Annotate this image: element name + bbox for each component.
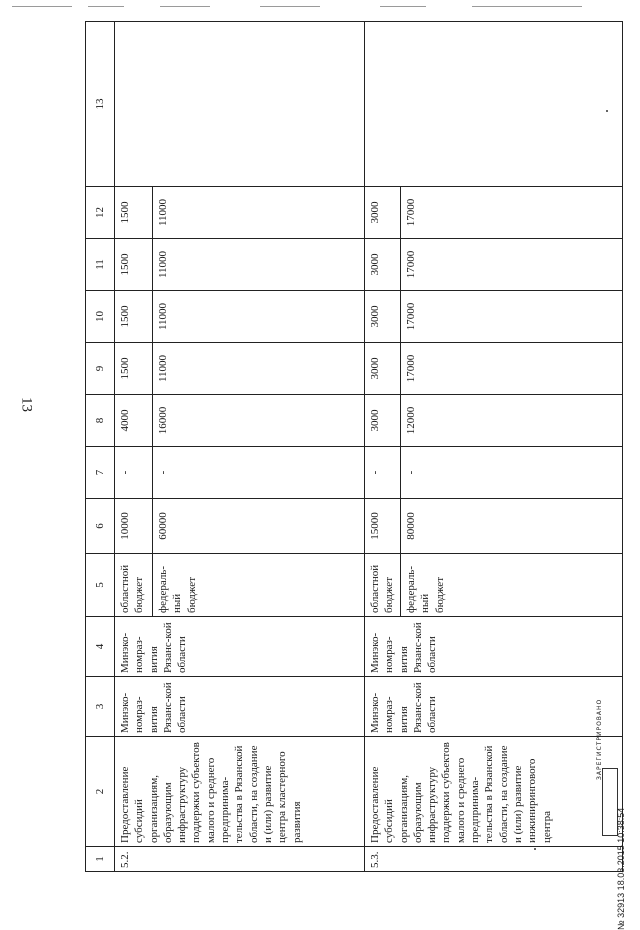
column-header: 10: [86, 291, 115, 343]
executor: Минэко-номраз-вития Рязанс-кой области: [115, 617, 365, 677]
scan-edge-line: [12, 6, 72, 7]
event-description: Предоставление субсидий организациям, образующим инфраструктуру поддержки субъектов малого и среднего предпринима-тельства в Рязанской области, на создание и (или) развитие центра кластерного развития: [115, 737, 365, 847]
column-header: 12: [86, 187, 115, 239]
rotated-table-container: [85, 22, 625, 872]
stamp-logo-text: ЗАРЕГИСТРИРОВАНО: [596, 698, 603, 780]
column-header: 5: [86, 554, 115, 617]
value-cell: 16000: [153, 395, 365, 447]
column-header: 2: [86, 737, 115, 847]
column-number-row: [86, 22, 115, 872]
event-description: Предоставление субсидий организациям, образующим инфраструктуру поддержки субъектов малого и среднего предпринима-тельства в Рязанской области, на создание и (или) развитие инжинирингового центра: [365, 737, 623, 847]
value-cell: 17000: [401, 343, 623, 395]
value-cell: 80000: [401, 499, 623, 554]
funding-source: областной бюджет: [365, 554, 401, 617]
value-cell: 1500: [115, 239, 153, 291]
value-cell: 17000: [401, 187, 623, 239]
column-header: 6: [86, 499, 115, 554]
value-cell: 60000: [153, 499, 365, 554]
column-header: 7: [86, 447, 115, 499]
value-cell: 17000: [401, 239, 623, 291]
value-cell: 11000: [153, 187, 365, 239]
table-row: [115, 22, 153, 872]
value-cell: -: [153, 447, 365, 499]
registration-stamp: [596, 698, 626, 930]
value-cell: 12000: [401, 395, 623, 447]
row-number: 5.2.: [115, 847, 365, 872]
budget-table: [85, 21, 623, 872]
value-cell: 10000: [115, 499, 153, 554]
column-header: 1: [86, 847, 115, 872]
expected-result: [115, 22, 365, 187]
column-header: 13: [86, 22, 115, 187]
expected-result: [365, 22, 623, 187]
value-cell: 4000: [115, 395, 153, 447]
value-cell: 17000: [401, 291, 623, 343]
value-cell: 3000: [365, 187, 401, 239]
funding-source: областной бюджет: [115, 554, 153, 617]
row-number: 5.3.: [365, 847, 623, 872]
scan-edge-line: [88, 6, 124, 7]
value-cell: 1500: [115, 187, 153, 239]
funding-source: федераль-ный бюджет: [401, 554, 623, 617]
column-header: 4: [86, 617, 115, 677]
column-header: 8: [86, 395, 115, 447]
coordinator: Минэко-номраз-вития Рязанс-кой области: [115, 677, 365, 737]
value-cell: 3000: [365, 395, 401, 447]
value-cell: -: [115, 447, 153, 499]
executor: Минэко-номраз-вития Рязанс-кой области: [365, 617, 623, 677]
column-header: 11: [86, 239, 115, 291]
value-cell: -: [401, 447, 623, 499]
column-header: 3: [86, 677, 115, 737]
funding-source: федераль-ный бюджет: [153, 554, 365, 617]
coordinator: Минэко-номраз-вития Рязанс-кой области: [365, 677, 623, 737]
value-cell: 3000: [365, 291, 401, 343]
scan-edge-line: [380, 6, 426, 7]
value-cell: 15000: [365, 499, 401, 554]
table-row: [365, 22, 401, 872]
scan-edge-line: [260, 6, 320, 7]
page-number: 13: [18, 397, 35, 412]
scan-edge-line: [160, 6, 210, 7]
value-cell: -: [365, 447, 401, 499]
value-cell: 3000: [365, 239, 401, 291]
value-cell: 11000: [153, 343, 365, 395]
value-cell: 1500: [115, 291, 153, 343]
column-header: 9: [86, 343, 115, 395]
scan-edge-line: [472, 6, 582, 7]
value-cell: 3000: [365, 343, 401, 395]
value-cell: 11000: [153, 239, 365, 291]
stamp-number-date: № 32913 18.03.2015 10:38:54: [616, 807, 626, 930]
value-cell: 11000: [153, 291, 365, 343]
value-cell: 1500: [115, 343, 153, 395]
